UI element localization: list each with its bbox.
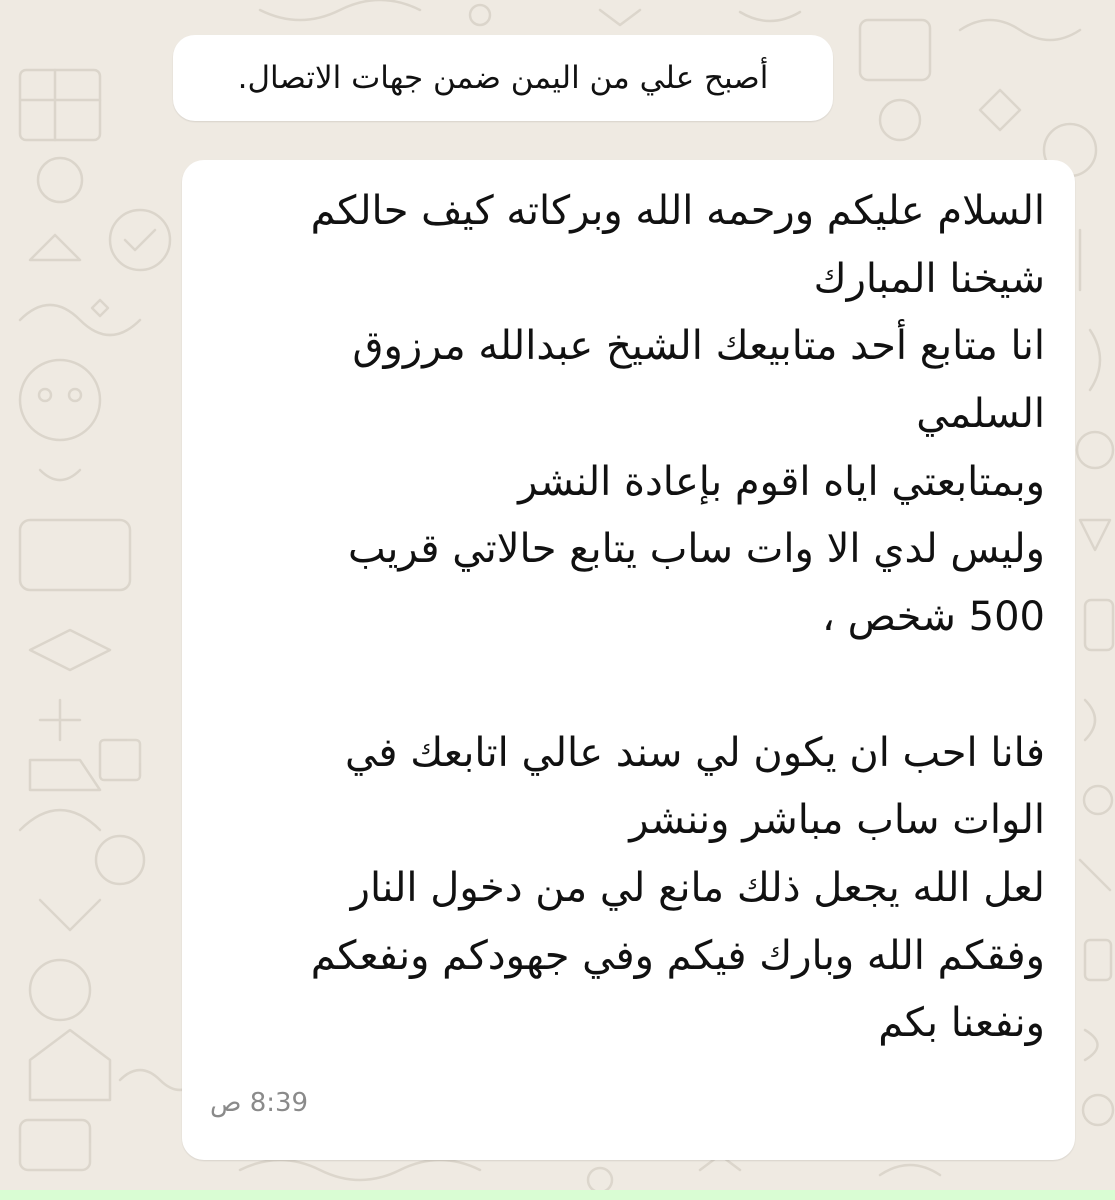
message-line: فانا احب ان يكون لي سند عالي اتابعك في (345, 729, 1045, 776)
message-line: شيخنا المبارك (813, 255, 1045, 302)
system-notice (173, 35, 833, 121)
message-line: السلام عليكم ورحمه الله وبركاته كيف حالكم (310, 188, 1045, 234)
system-notice-text: أصبح علي من اليمن ضمن جهات الاتصال. (237, 60, 769, 96)
message-blank-line (205, 652, 1045, 720)
message-line: انا متابع أحد متابيعك الشيخ عبدالله مرزوق (352, 323, 1045, 370)
message-line: لعل الله يجعل ذلك مانع لي من دخول النار (350, 864, 1045, 911)
message-line: وليس لدي الا وات ساب يتابع حالاتي قريب (347, 526, 1045, 573)
message-line: وبمتابعتي اياه اقوم بإعادة النشر (518, 458, 1045, 505)
message-line: ونفعنا بكم (878, 1000, 1045, 1047)
message-line: السلمي (916, 391, 1045, 438)
message-timestamp: 8:39 ص (210, 1088, 309, 1118)
incoming-message-bubble[interactable] (182, 160, 1075, 1160)
message-body (205, 178, 1045, 1058)
outgoing-message-edge (0, 1190, 1115, 1200)
message-line: وفقكم الله وبارك فيكم وفي جهودكم ونفعكم (310, 932, 1045, 979)
message-line: 500 شخص ، (821, 594, 1045, 641)
message-line: الوات ساب مباشر وننشر (629, 797, 1045, 844)
